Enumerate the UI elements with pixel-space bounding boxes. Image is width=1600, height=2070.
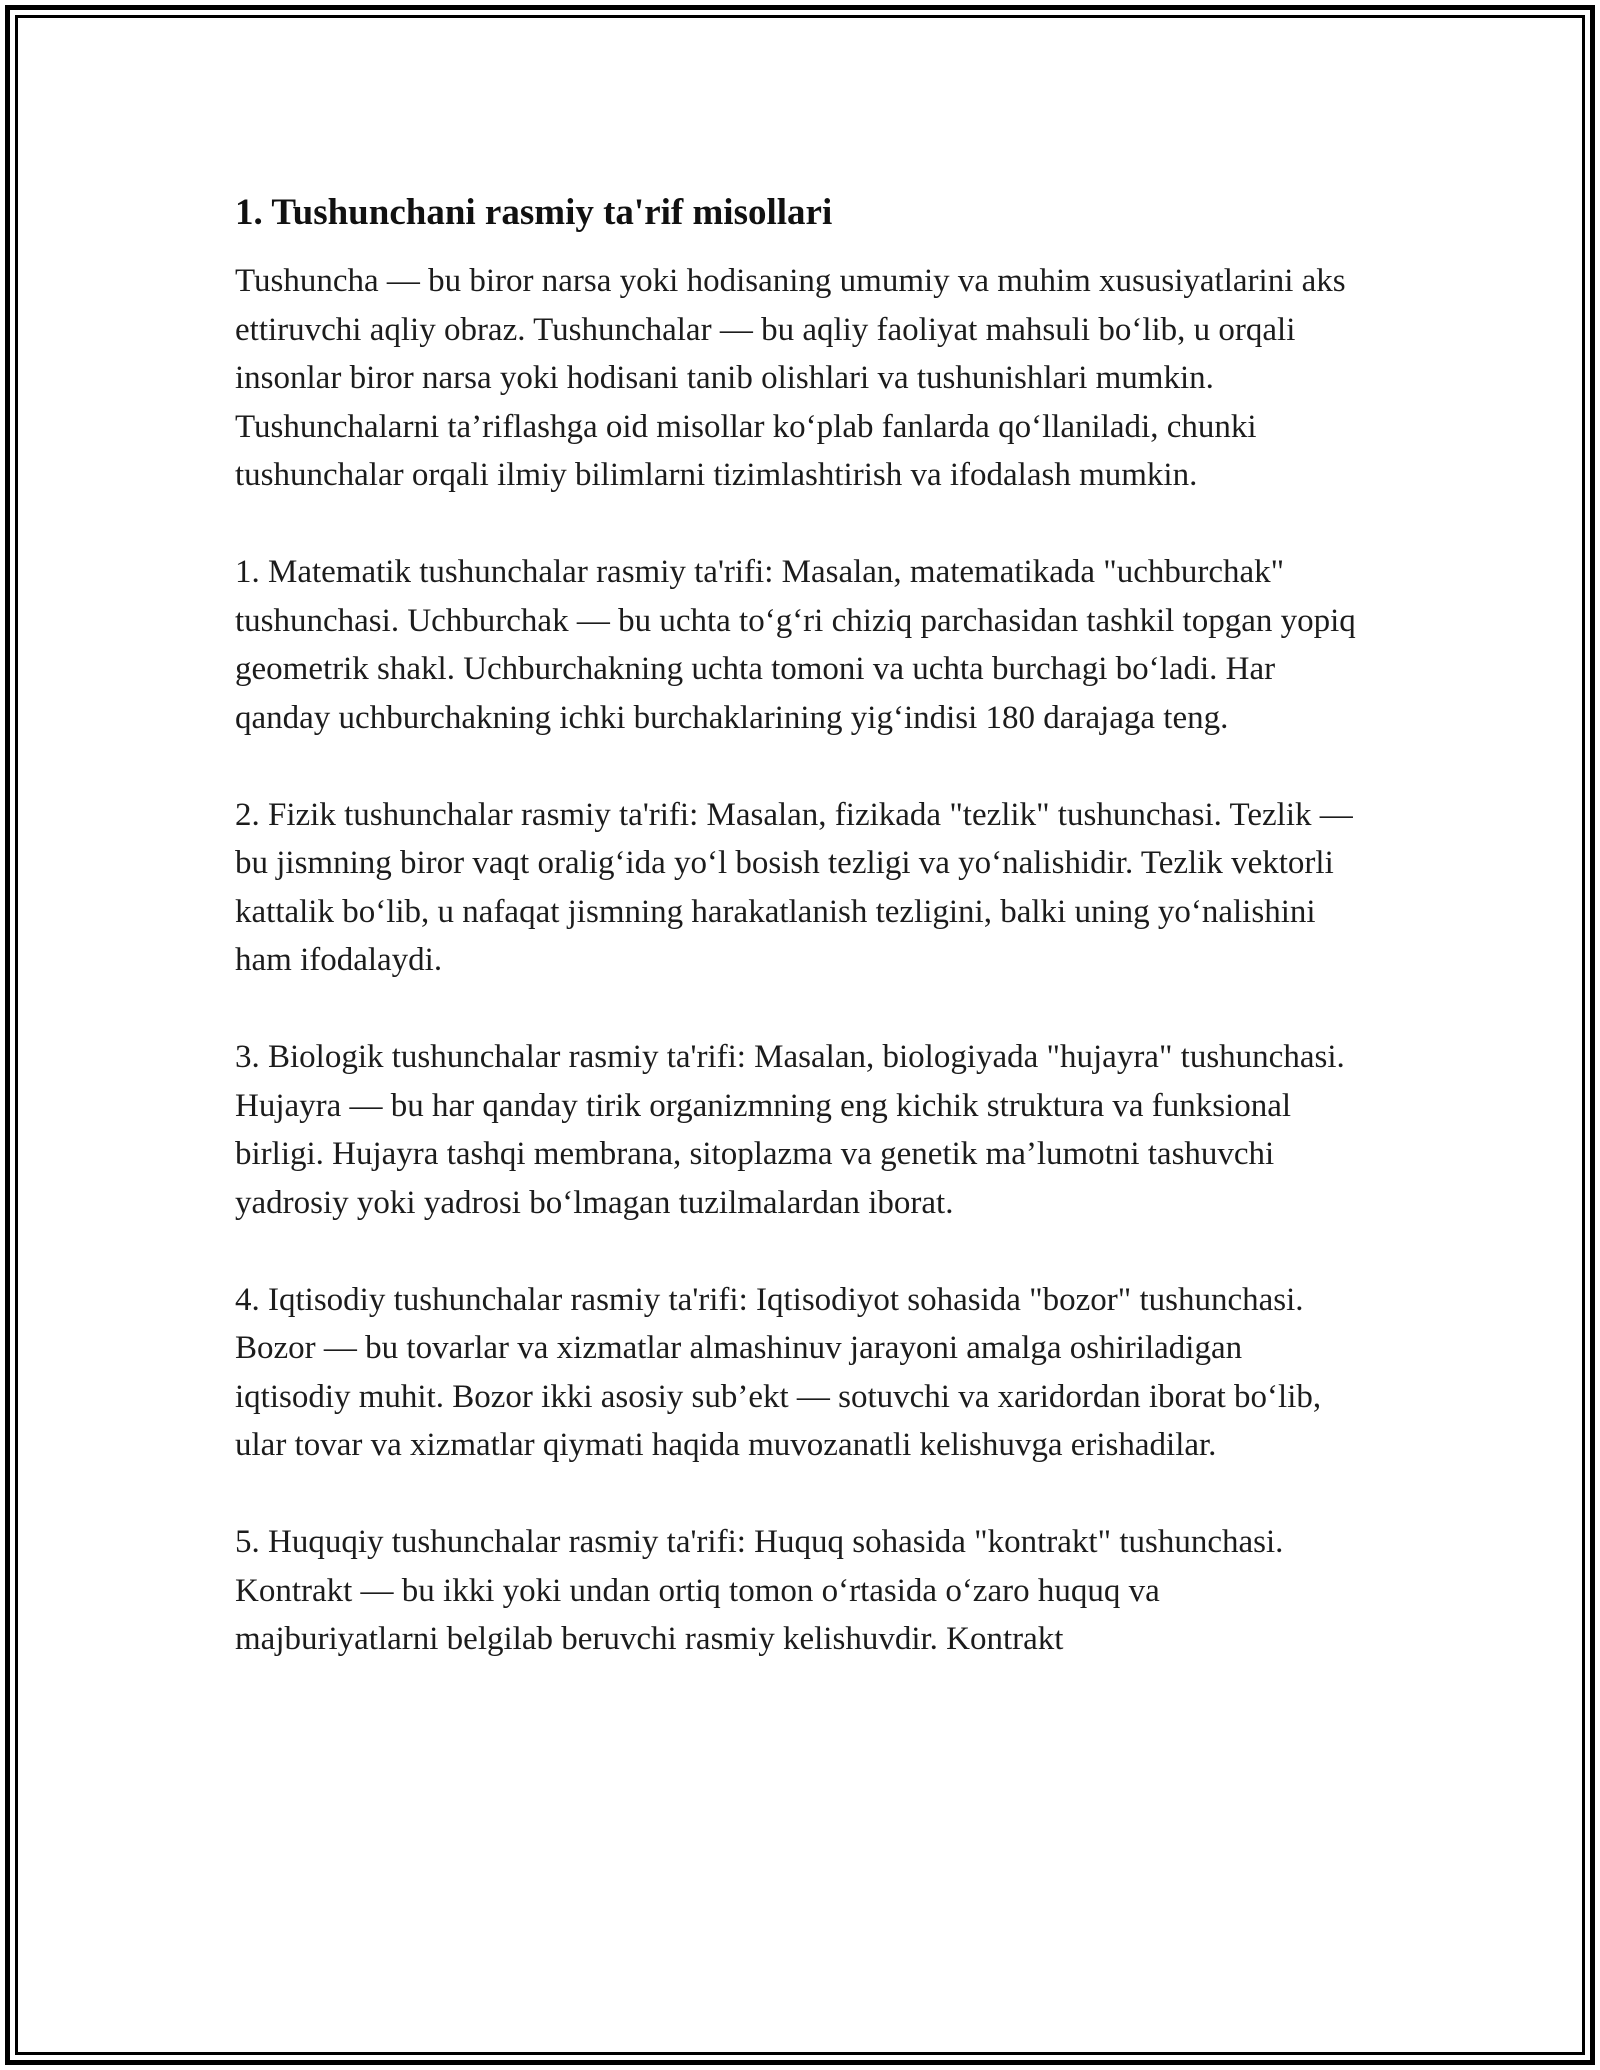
law-paragraph: 5. Huquqiy tushunchalar rasmiy ta'rifi: Huquq sohasida "kontrakt" tushunchasi. Kontrakt — bu ikki yoki undan ortiq tomon o‘rtasida o‘zaro huquq va majburiyatlarni belgilab beruvchi rasmiy kelishuvdir. Kontrakt	[235, 1524, 1284, 1657]
section-heading: 1. Tushunchani rasmiy ta'rif misollari	[235, 192, 833, 233]
intro-paragraph: Tushuncha — bu biror narsa yoki hodisaning umumiy va muhim xususiyatlarini aks ettiruvchi aqliy obraz. Tushunchalar — bu aqliy faoliyat mahsuli bo‘lib, u orqali insonlar biror narsa yoki hodisani tanib olishlari va tushunishlari mumkin. Tushunchalarni ta’riflashga oid misollar ko‘plab fanlarda qo‘llaniladi, chunki tushunchalar orqali ilmiy bilimlarni tizimlashtirish va ifodalash mumkin.	[235, 263, 1346, 493]
biology-paragraph: 3. Biologik tushunchalar rasmiy ta'rifi: Masalan, biologiyada "hujayra" tushunchasi. Hujayra — bu har qanday tirik organizmning eng kichik struktura va funksional birligi. Hujayra tashqi membrana, sitoplazma va genetik ma’lumotni tashuvchi yadrosiy yoki yadrosi bo‘lmagan tuzilmalardan iborat.	[235, 1039, 1345, 1221]
document-page	[235, 185, 1365, 1712]
physics-paragraph: 2. Fizik tushunchalar rasmiy ta'rifi: Masalan, fizikada "tezlik" tushunchasi. Tezlik — bu jismning biror vaqt oralig‘ida yo‘l bosish tezligi va yo‘nalishidir. Tezlik vektorli kattalik bo‘lib, u nafaqat jismning harakatlanish tezligini, balki uning yo‘nalishini ham ifodalaydi.	[235, 796, 1353, 978]
math-paragraph: 1. Matematik tushunchalar rasmiy ta'rifi: Masalan, matematikada "uchburchak" tushunchasi. Uchburchak — bu uchta to‘g‘ri chiziq parchasidan tashkil topgan yopiq geometrik shakl. Uchburchakning uchta tomoni va uchta burchagi bo‘ladi. Har qanday uchburchakning ichki burchaklarining yig‘indisi 180 darajaga teng.	[235, 554, 1356, 736]
economics-paragraph: 4. Iqtisodiy tushunchalar rasmiy ta'rifi: Iqtisodiyot sohasida "bozor" tushunchasi. Bozor — bu tovarlar va xizmatlar almashinuv jarayoni amalga oshiriladigan iqtisodiy muhit. Bozor ikki asosiy sub’ekt — sotuvchi va xaridordan iborat bo‘lib, ular tovar va xizmatlar qiymati haqida muvozanatli kelishuvga erishadilar.	[235, 1281, 1322, 1463]
